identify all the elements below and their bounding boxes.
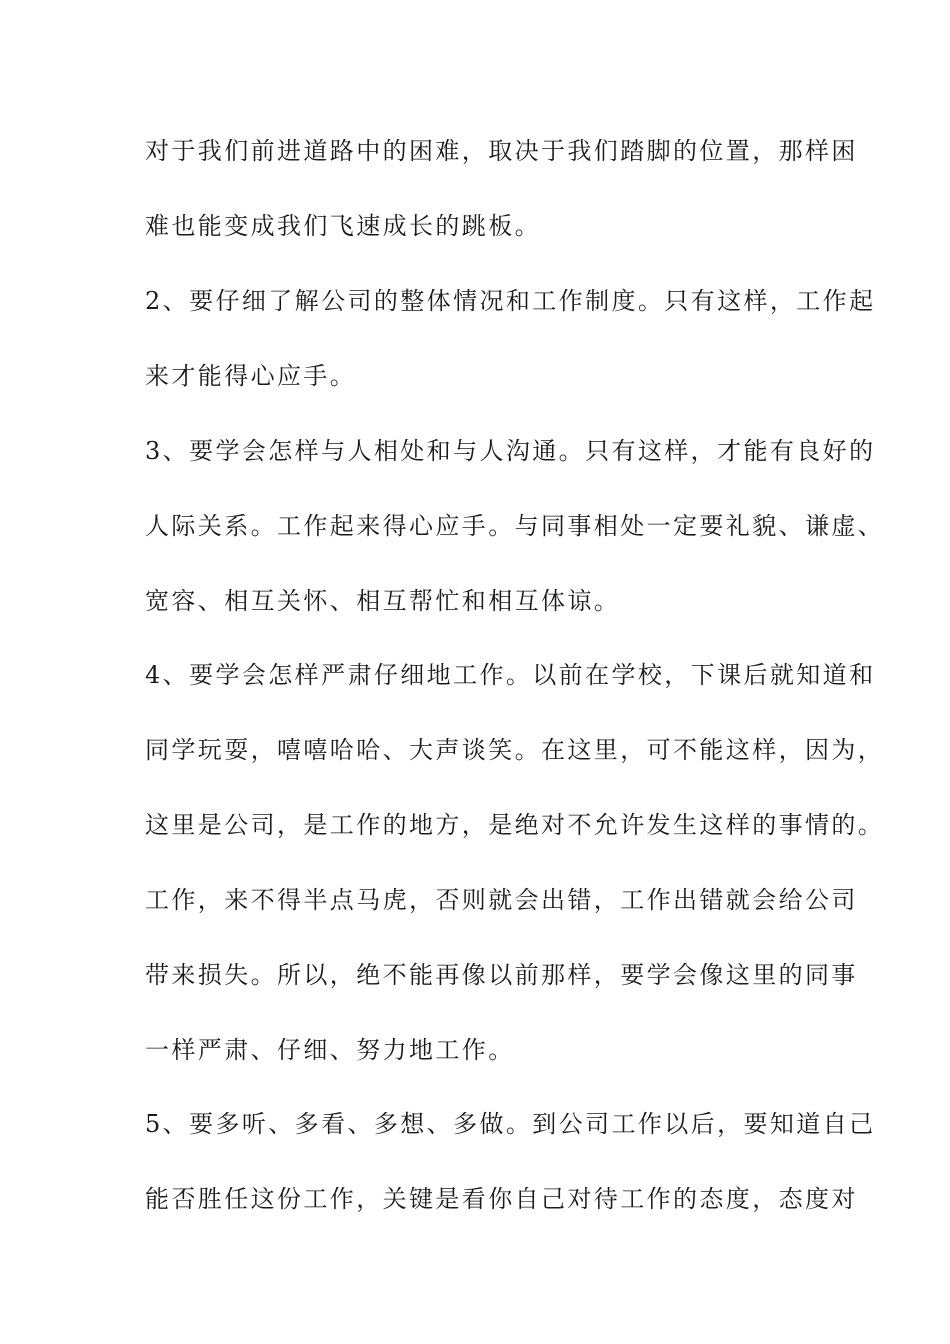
text-line: 同学玩耍，嘻嘻哈哈、大声谈笑。在这里，可不能这样，因为， [145,736,885,764]
text-line: 4、要学会怎样严肃仔细地工作。以前在学校，下课后就知道和 [145,661,876,689]
text-line: 一样严肃、仔细、努力地工作。 [145,1036,515,1064]
text-line: 5、要多听、多看、多想、多做。到公司工作以后，要知道自己 [145,1110,876,1138]
text-line: 能否胜任这份工作，关键是看你自己对待工作的态度，态度对 [145,1185,858,1213]
text-line: 工作，来不得半点马虎，否则就会出错，工作出错就会给公司 [145,886,858,914]
text-line: 带来损失。所以，绝不能再像以前那样，要学会像这里的同事 [145,961,858,989]
text-line: 难也能变成我们飞速成长的跳板。 [145,212,541,240]
text-line: 对于我们前进道路中的困难，取决于我们踏脚的位置，那样困 [145,137,858,165]
text-line: 宽容、相互关怀、相互帮忙和相互体谅。 [145,587,621,615]
text-line: 这里是公司，是工作的地方，是绝对不允许发生这样的事情的。 [145,811,885,839]
text-line: 2、要仔细了解公司的整体情况和工作制度。只有这样，工作起 [145,287,876,315]
text-line: 来才能得心应手。 [145,362,357,390]
text-line: 人际关系。工作起来得心应手。与同事相处一定要礼貌、谦虚、 [145,512,885,540]
text-line: 3、要学会怎样与人相处和与人沟通。只有这样，才能有良好的 [145,437,876,465]
